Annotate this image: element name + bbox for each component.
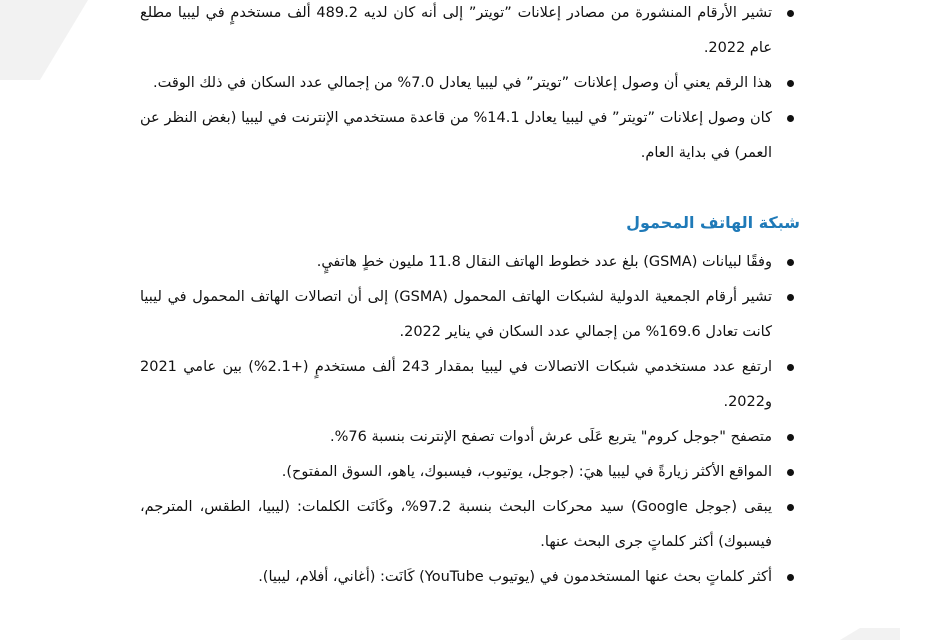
bullet-icon <box>787 80 794 87</box>
twitter-bullet-list <box>140 0 800 171</box>
list-item <box>140 455 800 490</box>
bullet-icon <box>787 259 794 266</box>
page-decoration-left <box>0 0 90 80</box>
list-item-text: أكثر كلماتٍ بحث عنها المستخدمون في (يوتيوب YouTube) كَانَت: (أغاني، أفلام، ليبيا). <box>258 569 772 585</box>
bullet-icon <box>787 115 794 122</box>
bullet-icon <box>787 574 794 581</box>
mobile-network-section <box>140 245 800 595</box>
list-item <box>140 66 800 101</box>
list-item-text: ارتفع عدد مستخدمي شبكات الاتصالات في ليبيا بمقدار 243 ألف مستخدمٍ (+2.1%) بين عامي 2021 و2022. <box>140 359 772 410</box>
section-heading-mobile-network: شبكة الهاتف المحمول <box>626 213 800 232</box>
list-item-text: المواقع الأكثر زيارةً في ليبيا هيَ: (جوجل، يوتيوب، فيسبوك، ياهو، السوق المفتوح). <box>281 464 772 480</box>
mobile-bullet-list <box>140 245 800 595</box>
list-item <box>140 101 800 171</box>
list-item <box>140 350 800 420</box>
list-item <box>140 560 800 595</box>
bullet-icon <box>787 434 794 441</box>
list-item-text: تشير أرقام الجمعية الدولية لشبكات الهاتف المحمول (GSMA) إلى أن اتصالات الهاتف المحمول في ليبيا كانت تعادل 169.6% من إجمالي عدد السكان في يناير 2022. <box>140 289 772 340</box>
list-item-text: تشير الأرقام المنشورة من مصادر إعلانات ”تويتر” إلى أنه كان لديه 489.2 ألف مستخدمٍ في ليبيا مطلع عام 2022. <box>140 5 772 56</box>
list-item <box>140 0 800 66</box>
list-item-text: وفقًا لبيانات (GSMA) بلغ عدد خطوط الهاتف النقال 11.8 مليون خطٍ هاتفيٍ. <box>316 254 772 270</box>
list-item <box>140 420 800 455</box>
bullet-icon <box>787 10 794 17</box>
list-item-text: يبقى (جوجل Google) سيد محركات البحث بنسبة 97.2%، وكَانَت الكلمات: (ليبيا، الطقس، المترجم، فيسبوك) أكثر كلماتٍ جرى البحث عنها. <box>140 499 772 550</box>
bullet-icon <box>787 294 794 301</box>
list-item-text: هذا الرقم يعني أن وصول إعلانات ”تويتر” في ليبيا يعادل 7.0% من إجمالي عدد السكان في ذلك الوقت. <box>153 75 772 91</box>
list-item <box>140 280 800 350</box>
list-item <box>140 245 800 280</box>
list-item-text: متصفح "جوجل كروم" يتربع عَلَى عرش أدوات تصفح الإنترنت بنسبة 76%. <box>330 429 772 445</box>
list-item-text: كان وصول إعلانات ”تويتر” في ليبيا يعادل 14.1% من قاعدة مستخدمي الإنترنت في ليبيا (بغض النظر عن العمر) في بداية العام. <box>140 110 772 161</box>
page-decoration-bottom <box>840 628 900 640</box>
bullet-icon <box>787 504 794 511</box>
twitter-stats-section <box>140 0 800 171</box>
list-item <box>140 490 800 560</box>
bullet-icon <box>787 364 794 371</box>
bullet-icon <box>787 469 794 476</box>
